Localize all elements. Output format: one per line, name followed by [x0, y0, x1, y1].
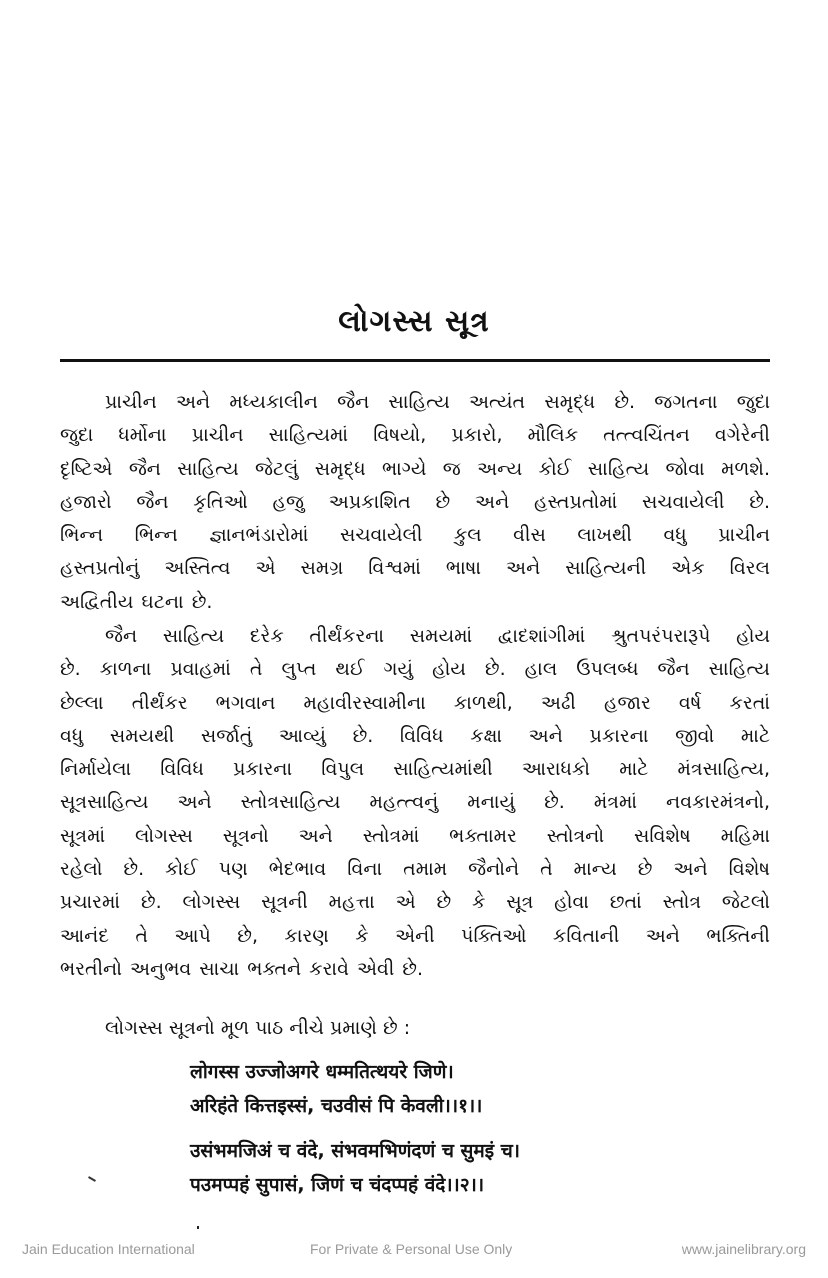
- footer-website-link[interactable]: www.jainelibrary.org: [681, 1241, 806, 1257]
- footer-usage-notice: For Private & Personal Use Only: [310, 1241, 513, 1257]
- paragraph-line: ભરતીનો અનુભવ સાચા ભક્તને કરાવે એવી છે.: [60, 957, 424, 980]
- paragraph-line: સૂત્રમાં લોગસ્સ સૂત્રનો અને સ્તોત્રમાં ભક્તામર સ્તોત્રનો સવિશેષ મહિમા: [60, 824, 770, 847]
- paragraph-line: છેલ્લા તીર્થંકર ભગવાન મહાવીરસ્વામીના કાળથી, અઢી હજાર વર્ષ કરતાં: [60, 691, 770, 714]
- paragraph-line: પ્રાચીન અને મધ્યકાલીન જૈન સાહિત્ય અત્યંત સમૃદ્ધ છે. જગતના જુદા: [105, 391, 770, 413]
- verse-1: [190, 1055, 482, 1123]
- paragraph-line: જૈન સાહિત્ય દરેક તીર્થંકરના સમયમાં દ્વાદશાંગીમાં શ્રુતપરંપરારૂપે હોય: [105, 625, 770, 647]
- paragraph-1: [60, 386, 770, 619]
- paragraph-line: ભિન્ન ભિન્ન જ્ઞાનભંડારોમાં સચવાયેલી કુલ વીસ લાખથી વધુ પ્રાચીન: [60, 524, 770, 547]
- paragraph-line: સૂત્રસાહિત્ય અને સ્તોત્રસાહિત્ય મહત્ત્વનું મનાયું છે. મંત્રમાં નવકારમંત્રનો,: [60, 791, 770, 814]
- chapter-title: લોગસ્સ સૂત્ર: [338, 304, 490, 339]
- paragraph-2: [60, 620, 770, 986]
- paragraph-line: અદ્વિતીય ઘટના છે.: [60, 590, 213, 613]
- scan-mark: [88, 1176, 96, 1182]
- verse-line: पउमप्पहं सुपासं, जिणं च चंदप्पहं वंदे।।२।।: [190, 1174, 485, 1196]
- scan-dot: [197, 1226, 199, 1229]
- paragraph-line: પ્રચારમાં છે. લોગસ્સ સૂત્રની મહત્તા એ છે કે સૂત્ર હોવા છતાં સ્તોત્ર જેટલો: [60, 891, 770, 914]
- paragraph-line: દૃષ્ટિએ જૈન સાહિત્ય જેટલું સમૃદ્ધ ભાગ્યે જ અન્ય કોઈ સાહિત્ય જોવા મળશે.: [60, 457, 770, 480]
- paragraph-line: જુદા ધર્મોના પ્રાચીન સાહિત્યમાં વિષયો, પ્રકારો, મૌલિક તત્ત્વચિંતન વગેરેની: [60, 424, 770, 447]
- verse-line: उसंभमजिअं च वंदे, संभवमभिणंदणं च सुमइं च।: [190, 1140, 520, 1162]
- paragraph-line: છે. કાળના પ્રવાહમાં તે લુપ્ત થઈ ગયું હોય છે. હાલ ઉપલબ્ધ જૈન સાહિત્ય: [60, 658, 770, 681]
- verse-line: अरिहंते कित्तइस्सं, चउवीसं पि केवली।।१।।: [190, 1095, 483, 1117]
- paragraph-line: રહેલો છે. કોઈ પણ ભેદભાવ વિના તમામ જૈનોને તે માન્ય છે અને વિશેષ: [60, 858, 770, 881]
- paragraph-line: વધુ સમયથી સર્જાતું આવ્યું છે. વિવિધ કક્ષા અને પ્રકારના જીવો માટે: [60, 724, 770, 747]
- verse-2: [190, 1134, 520, 1202]
- footer-publisher: Jain Education International: [22, 1241, 195, 1257]
- verse-intro-line: લોગસ્સ સૂત્રનો મૂળ પાઠ નીચે પ્રમાણે છે :: [105, 1017, 411, 1039]
- paragraph-line: હસ્તપ્રતોનું અસ્તિત્વ એ સમગ્ર વિશ્વમાં ભાષા અને સાહિત્યની એક વિરલ: [60, 557, 770, 580]
- paragraph-line: આનંદ તે આપે છે, કારણ કે એની પંક્તિઓ કવિતાની અને ભક્તિની: [60, 924, 770, 947]
- title-rule-divider: [60, 359, 770, 362]
- paragraph-line: હજારો જૈન કૃતિઓ હજુ અપ્રકાશિત છે અને હસ્તપ્રતોમાં સચવાયેલી છે.: [60, 490, 770, 513]
- verse-line: लोगस्स उज्जोअगरे धम्मतित्थयरे जिणे।: [190, 1061, 454, 1083]
- paragraph-line: નિર્માયેલા વિવિધ પ્રકારના વિપુલ સાહિત્યમાંથી આરાધકો માટે મંત્રસાહિત્ય,: [60, 758, 770, 781]
